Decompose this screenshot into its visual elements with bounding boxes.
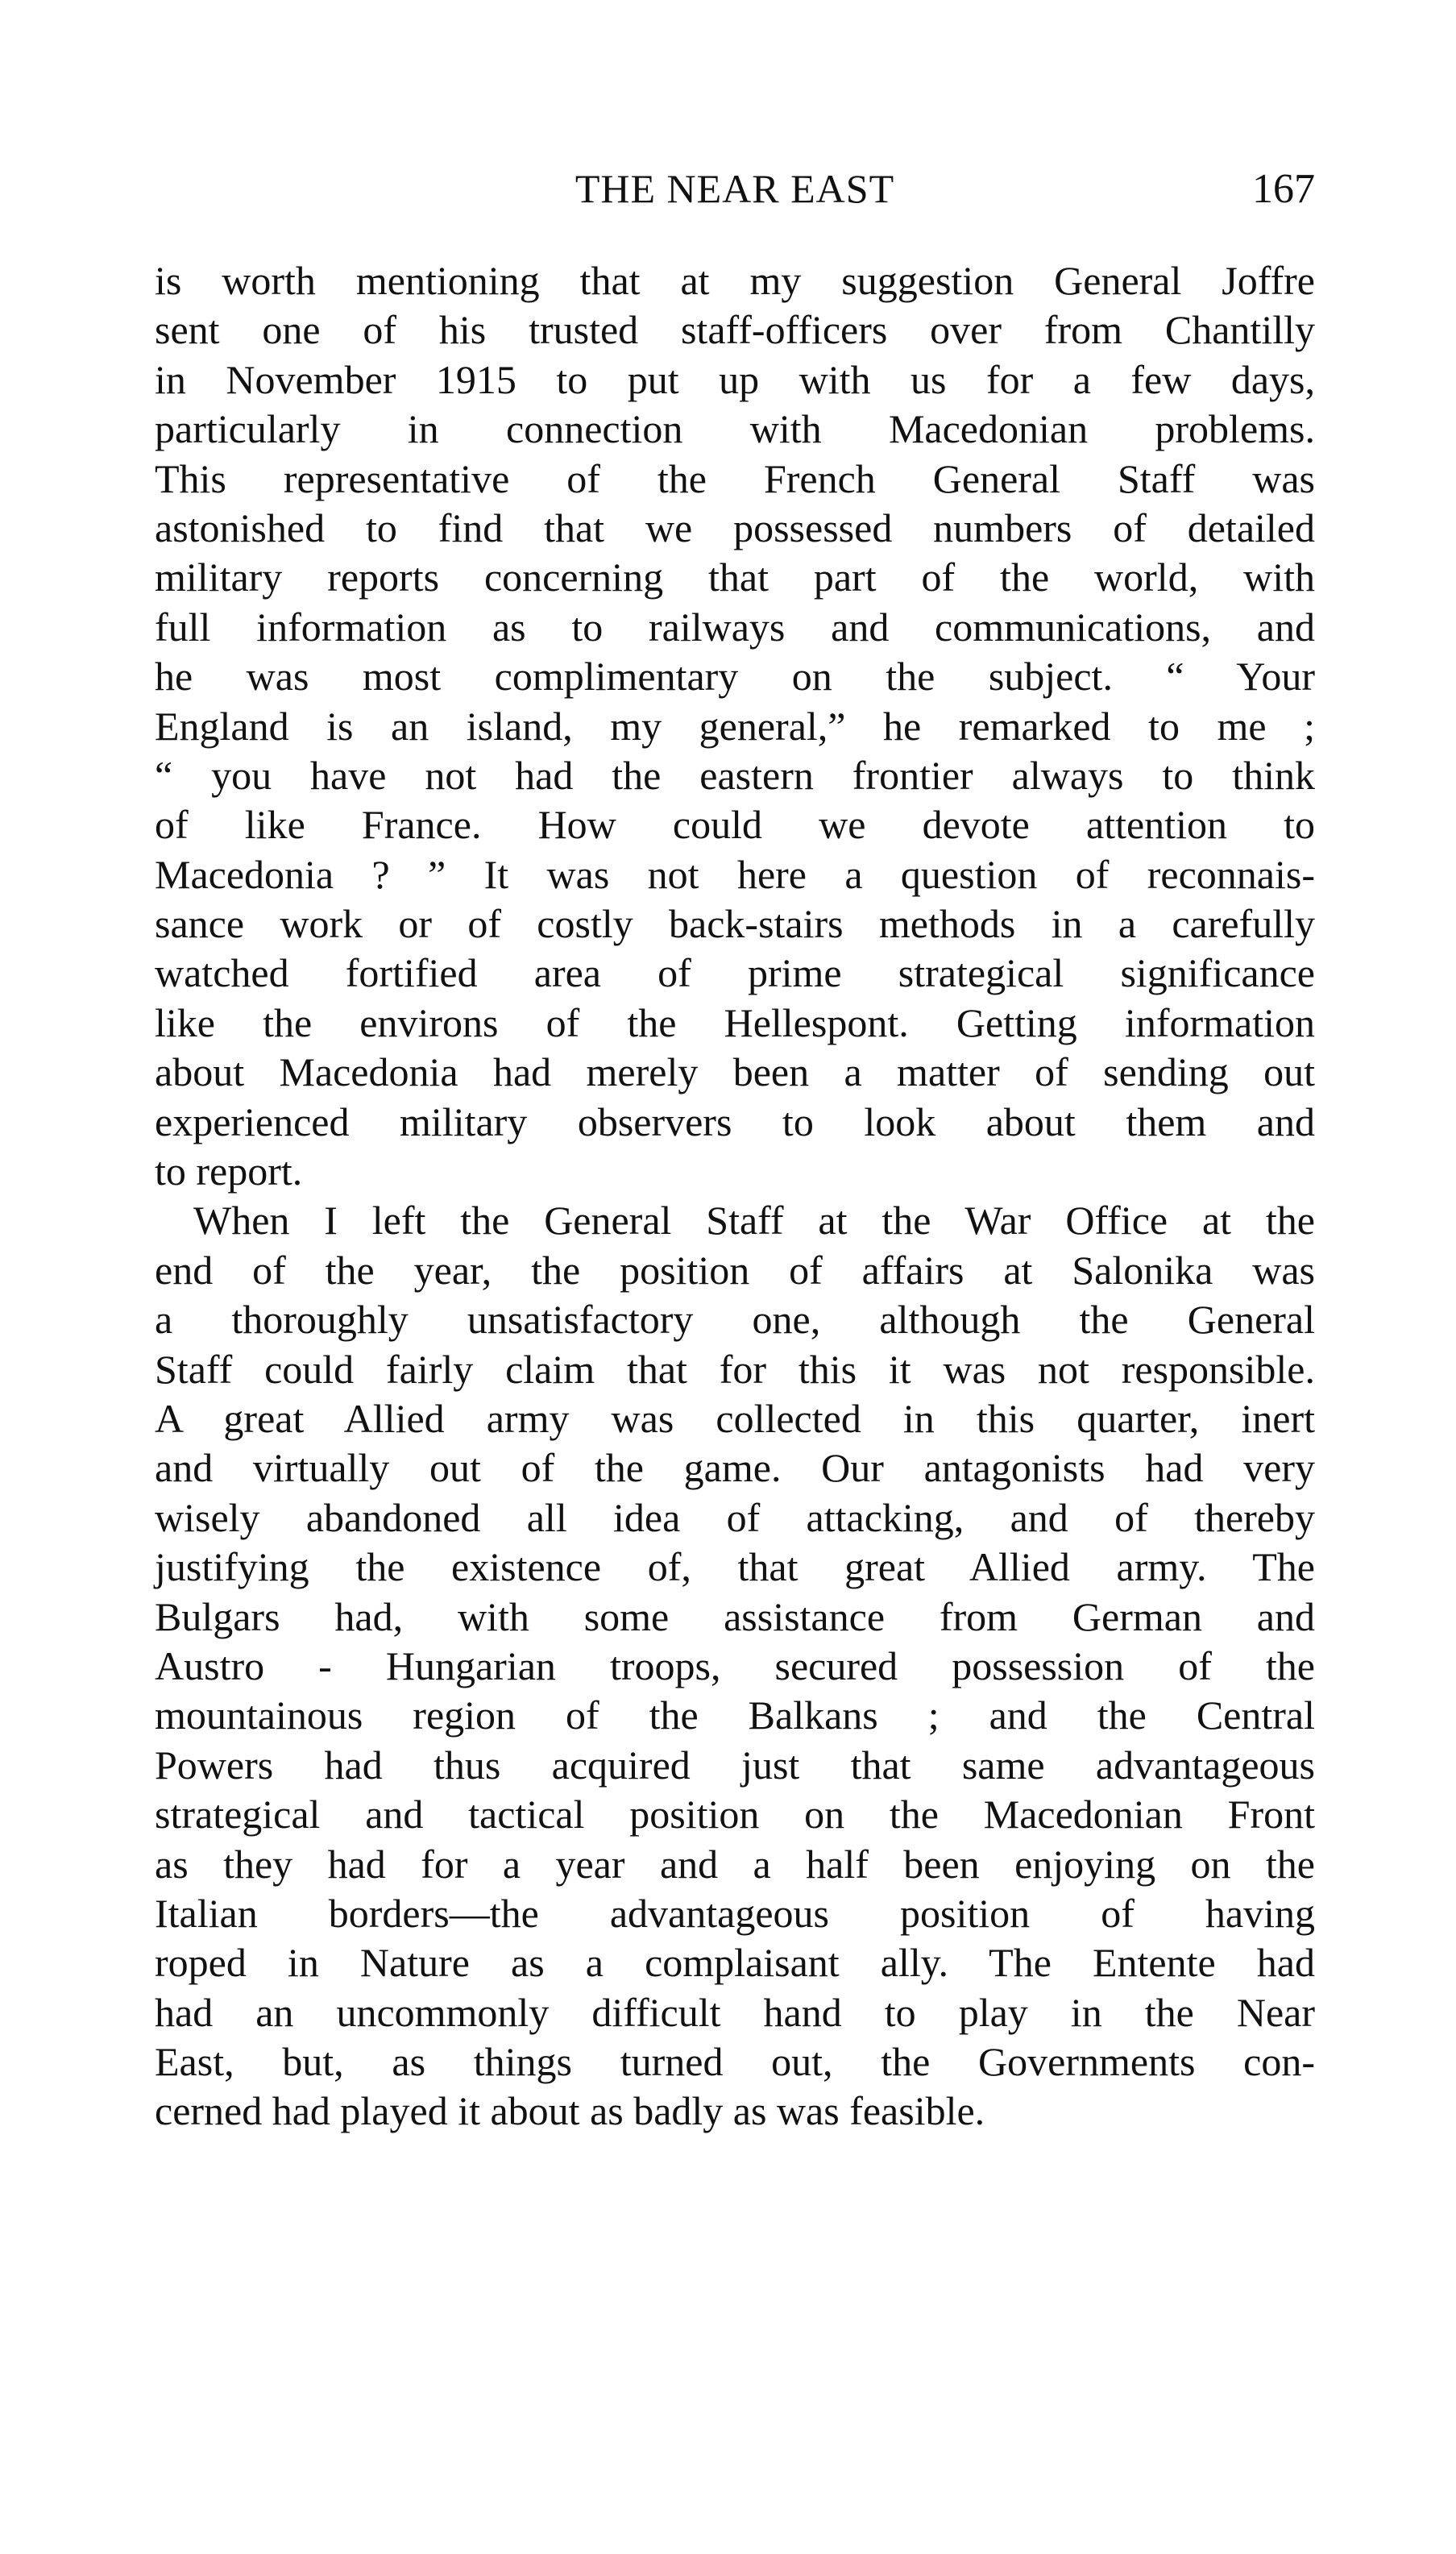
text-line: roped in Nature as a complaisant ally. The Entente had (155, 1940, 1315, 1986)
text-line: end of the year, the position of affairs at Salonika was (155, 1247, 1315, 1293)
text-line: Austro - Hungarian troops, secured possession of the (155, 1642, 1315, 1688)
text-line: When I left the General Staff at the War Office at the (193, 1198, 1315, 1244)
text-line: “ you have not had the eastern frontier always to think (155, 752, 1315, 798)
text-line: sent one of his trusted staff-officers over from Chantilly (155, 307, 1315, 353)
text-line: Italian borders—the advantageous position of having (155, 1890, 1315, 1936)
text-line: about Macedonia had merely been a matter of sending out (155, 1049, 1315, 1095)
text-line: Bulgars had, with some assistance from German and (155, 1593, 1315, 1639)
paragraph (155, 1196, 1315, 2136)
running-header (155, 165, 1315, 222)
text-line: cerned had played it about as badly as was feasible. (155, 2088, 985, 2134)
paragraph (155, 256, 1315, 1196)
text-line: Staff could fairly claim that for this it was not responsible. (155, 1346, 1315, 1392)
text-line: astonished to find that we possessed numbers of detailed (155, 505, 1315, 550)
text-line: East, but, as things turned out, the Governments con- (155, 2039, 1315, 2085)
text-line: full information as to railways and communications, and (155, 604, 1315, 650)
body-text (155, 256, 1315, 2137)
text-line: a thoroughly unsatisfactory one, although the General (155, 1297, 1315, 1343)
text-line: watched fortified area of prime strategical significance (155, 950, 1315, 996)
text-line: as they had for a year and a half been enjoying on the (155, 1841, 1315, 1887)
text-line: is worth mentioning that at my suggestion General Joffre (155, 258, 1315, 303)
text-line: justifying the existence of, that great Allied army. The (155, 1544, 1315, 1590)
text-line: had an uncommonly difficult hand to play in the Near (155, 1989, 1315, 2035)
text-line: in November 1915 to put up with us for a few days, (155, 356, 1315, 402)
text-line: of like France. How could we devote attention to (155, 802, 1315, 848)
text-line: like the environs of the Hellespont. Getting information (155, 999, 1315, 1045)
text-line: sance work or of costly back-stairs methods in a carefully (155, 901, 1315, 947)
text-line: England is an island, my general,” he remarked to me ; (155, 703, 1315, 749)
text-line: experienced military observers to look about them and (155, 1098, 1315, 1144)
text-line: mountainous region of the Balkans ; and the Central (155, 1692, 1315, 1738)
text-line: to report. (155, 1148, 303, 1194)
text-line: A great Allied army was collected in this quarter, inert (155, 1395, 1315, 1441)
text-line: This representative of the French General Staff was (155, 455, 1315, 501)
text-line: he was most complimentary on the subject. “ Your (155, 654, 1315, 700)
text-line: strategical and tactical position on the Macedonian Front (155, 1792, 1315, 1838)
text-line: military reports concerning that part of the world, with (155, 554, 1315, 600)
text-line: particularly in connection with Macedonian problems. (155, 406, 1315, 452)
text-line: Macedonia ? ” It was not here a question of reconnais- (155, 851, 1315, 897)
page-number: 167 (1252, 166, 1315, 212)
running-title: THE NEAR EAST (575, 166, 895, 211)
text-line: and virtually out of the game. Our antagonists had very (155, 1445, 1315, 1491)
text-line: Powers had thus acquired just that same advantageous (155, 1742, 1315, 1788)
text-line: wisely abandoned all idea of attacking, and of thereby (155, 1494, 1315, 1540)
